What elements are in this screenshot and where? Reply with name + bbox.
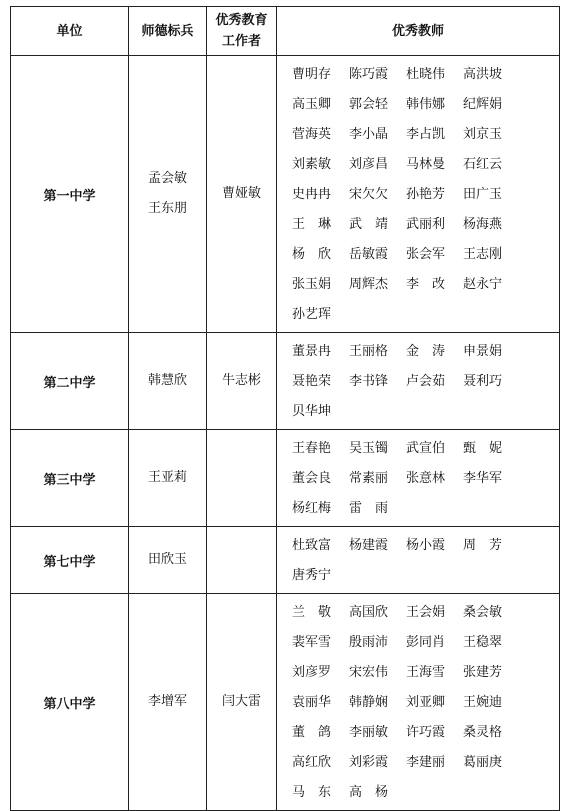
teacher-name: 许巧霞 [405, 725, 445, 740]
teacher-name: 李书锋 [348, 374, 388, 389]
teacher-name: 李小晶 [348, 127, 388, 142]
teacher-name: 殷雨沛 [348, 635, 388, 650]
worker-name: 闫大雷 [221, 694, 261, 709]
teacher-name: 韩静娴 [348, 695, 388, 710]
teacher-name: 聂利巧 [462, 374, 502, 389]
teacher-name: 李占凯 [405, 127, 445, 142]
teacher-name: 杜晓伟 [405, 67, 445, 82]
table-row [11, 527, 560, 594]
teachers-cell [277, 333, 560, 430]
teacher-name: 史冉冉 [291, 187, 331, 202]
worker-cell [207, 527, 277, 594]
teacher-name: 周辉杰 [348, 277, 388, 292]
teacher-name: 李华军 [462, 471, 502, 486]
teacher-name: 王丽格 [348, 344, 388, 359]
teacher-name: 聂艳荣 [291, 374, 331, 389]
teacher-name: 桑灵格 [462, 725, 502, 740]
teacher-name: 高国欣 [348, 605, 388, 620]
teacher-name: 王 琳 [291, 217, 331, 232]
teacher-name: 彭同肖 [405, 635, 445, 650]
teacher-name: 杨海燕 [462, 217, 502, 232]
teacher-name: 高玉卿 [291, 97, 331, 112]
header-model: 师德标兵 [129, 7, 207, 56]
model-cell [129, 594, 207, 811]
teacher-name-list [283, 531, 559, 591]
teacher-name: 王婉迪 [462, 695, 502, 710]
teacher-name: 孙艺珲 [291, 307, 331, 322]
teacher-name: 高 杨 [348, 785, 388, 800]
teacher-name: 武 靖 [348, 217, 388, 232]
teacher-name: 王春艳 [291, 441, 331, 456]
worker-name: 牛志彬 [221, 373, 261, 388]
teacher-name: 申景娟 [462, 344, 502, 359]
model-cell [129, 333, 207, 430]
teacher-name: 董 鸽 [291, 725, 331, 740]
teacher-name: 桑会敏 [462, 605, 502, 620]
teacher-name: 马林曼 [405, 157, 445, 172]
model-name: 王亚莉 [147, 470, 187, 485]
teacher-name: 曹明存 [291, 67, 331, 82]
teacher-name: 杜致富 [291, 538, 331, 553]
header-worker [207, 7, 277, 56]
teacher-name: 雷 雨 [348, 501, 388, 516]
teacher-name-list [283, 434, 559, 524]
teacher-name: 唐秀宁 [291, 568, 331, 583]
teacher-name: 高红欣 [291, 755, 331, 770]
teacher-name: 陈巧霞 [348, 67, 388, 82]
table-header-row [11, 7, 560, 56]
model-cell [129, 527, 207, 594]
teacher-name: 李 改 [405, 277, 445, 292]
table-body [11, 56, 560, 811]
teacher-name: 吴玉镯 [348, 441, 388, 456]
teacher-name: 袁丽华 [291, 695, 331, 710]
teacher-name: 石红云 [462, 157, 502, 172]
teacher-name: 刘彩霞 [348, 755, 388, 770]
header-worker-text: 优秀教育工作者 [215, 13, 268, 49]
table-row [11, 56, 560, 333]
teacher-name: 王会娟 [405, 605, 445, 620]
teacher-name: 孙艳芳 [405, 187, 445, 202]
unit-cell: 第七中学 [11, 527, 129, 594]
teacher-name: 兰 敬 [291, 605, 331, 620]
teacher-name-list [283, 60, 559, 330]
unit-cell: 第一中学 [11, 56, 129, 333]
teacher-name: 杨 欣 [291, 247, 331, 262]
teachers-cell [277, 56, 560, 333]
teacher-name: 刘亚卿 [405, 695, 445, 710]
teacher-name: 刘京玉 [462, 127, 502, 142]
worker-cell [207, 430, 277, 527]
teacher-name: 杨建霞 [348, 538, 388, 553]
teacher-name: 张玉娟 [291, 277, 331, 292]
unit-cell: 第二中学 [11, 333, 129, 430]
teacher-name: 郭会轻 [348, 97, 388, 112]
teacher-name: 贝华坤 [291, 404, 331, 419]
teacher-name: 裴军雪 [291, 635, 331, 650]
teacher-name: 张会军 [405, 247, 445, 262]
model-name: 孟会敏 [147, 171, 187, 186]
teacher-name: 高洪坡 [462, 67, 502, 82]
teacher-name: 杨红梅 [291, 501, 331, 516]
worker-cell [207, 56, 277, 333]
teacher-name: 武宣伯 [405, 441, 445, 456]
header-teachers: 优秀教师 [277, 7, 560, 56]
teacher-name: 王志刚 [462, 247, 502, 262]
teachers-cell [277, 430, 560, 527]
teacher-name: 李建丽 [405, 755, 445, 770]
teacher-name: 韩伟娜 [405, 97, 445, 112]
teacher-name-list [283, 337, 559, 427]
teachers-cell [277, 594, 560, 811]
teacher-name: 张建芳 [462, 665, 502, 680]
teacher-name: 纪辉娟 [462, 97, 502, 112]
worker-cell [207, 333, 277, 430]
teacher-name-list [283, 598, 559, 808]
teacher-name: 刘彦昌 [348, 157, 388, 172]
teachers-cell [277, 527, 560, 594]
teacher-name: 王稳翠 [462, 635, 502, 650]
teacher-name: 李丽敏 [348, 725, 388, 740]
teacher-name: 张意林 [405, 471, 445, 486]
model-name: 韩慧欣 [147, 373, 187, 388]
teacher-name: 王海雪 [405, 665, 445, 680]
teacher-name: 常素丽 [348, 471, 388, 486]
teacher-name: 董景冉 [291, 344, 331, 359]
teacher-name: 周 芳 [462, 538, 502, 553]
teacher-name: 金 涛 [405, 344, 445, 359]
table-row [11, 333, 560, 430]
model-cell [129, 430, 207, 527]
teacher-name: 杨小霞 [405, 538, 445, 553]
teacher-name: 赵永宁 [462, 277, 502, 292]
model-cell [129, 56, 207, 333]
teacher-name: 刘素敏 [291, 157, 331, 172]
table-row [11, 430, 560, 527]
teacher-name: 菅海英 [291, 127, 331, 142]
teacher-name: 马 东 [291, 785, 331, 800]
teacher-name: 宋欠欠 [348, 187, 388, 202]
teacher-name: 卢会茹 [405, 374, 445, 389]
teacher-name: 武丽利 [405, 217, 445, 232]
teacher-award-table [10, 6, 560, 811]
unit-cell: 第八中学 [11, 594, 129, 811]
document-page [10, 6, 560, 811]
model-name: 田欣玉 [147, 552, 187, 567]
teacher-name: 甄 妮 [462, 441, 502, 456]
unit-cell: 第三中学 [11, 430, 129, 527]
teacher-name: 田广玉 [462, 187, 502, 202]
teacher-name: 岳敏霞 [348, 247, 388, 262]
model-name: 王东朋 [147, 201, 187, 216]
worker-name: 曹娅敏 [221, 186, 261, 201]
teacher-name: 董会良 [291, 471, 331, 486]
teacher-name: 葛丽庚 [462, 755, 502, 770]
header-unit: 单位 [11, 7, 129, 56]
teacher-name: 刘彦罗 [291, 665, 331, 680]
worker-cell [207, 594, 277, 811]
table-row [11, 594, 560, 811]
teacher-name: 宋宏伟 [348, 665, 388, 680]
model-name: 李增军 [147, 694, 187, 709]
